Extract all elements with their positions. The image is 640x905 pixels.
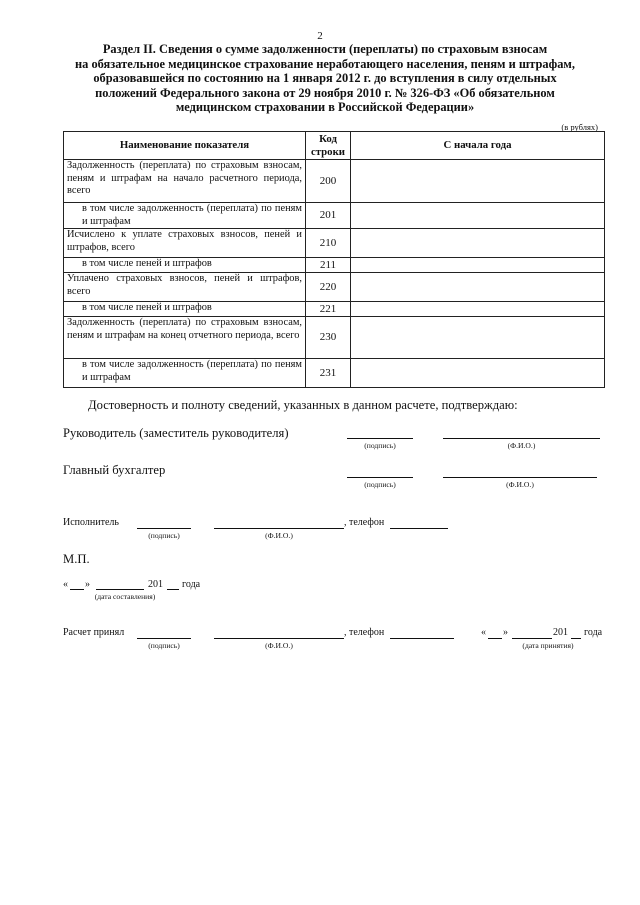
accountant-label: Главный бухгалтер	[63, 463, 166, 477]
title-line: Раздел II. Сведения о сумме задолженности (переплаты) по страховым взносам	[102, 42, 548, 56]
title-line: образовавшейся по состоянию на 1 января 2012 г. до вступления в силу отдельных	[93, 71, 557, 86]
row-name: Уплачено страховых взносов, пеней и штрафов, всего	[64, 273, 306, 302]
row-code: 231	[306, 359, 351, 388]
row-name: в том числе задолженность (переплата) по пеням и штрафам	[64, 359, 306, 388]
row-value-cell[interactable]	[351, 229, 605, 258]
compile-date-caption: (дата составления)	[94, 592, 156, 601]
accept-year-line[interactable]	[571, 638, 581, 639]
row-name: Задолженность (переплата) по страховым взносам, пеням и штрафам на начало расчетного периода, всего	[64, 160, 306, 203]
name-caption: (Ф.И.О.)	[265, 641, 293, 650]
phone-label: , телефон	[344, 517, 385, 528]
row-code: 221	[306, 302, 351, 317]
signature-caption: (подпись)	[364, 441, 396, 450]
row-value-cell[interactable]	[351, 273, 605, 302]
row-code: 210	[306, 229, 351, 258]
row-name: в том числе пеней и штрафов	[64, 258, 306, 273]
section-title	[60, 42, 590, 115]
row-code: 220	[306, 273, 351, 302]
table-row	[64, 317, 605, 359]
page-number: 2	[317, 30, 323, 42]
compile-year-suffix: года	[182, 579, 201, 590]
executor-signature-line[interactable]	[137, 528, 191, 529]
row-value-cell[interactable]	[351, 258, 605, 273]
compile-month-line[interactable]	[96, 589, 144, 590]
row-code: 230	[306, 317, 351, 359]
row-name: Исчислено к уплате страховых взносов, пеней и штрафов, всего	[64, 229, 306, 258]
accept-year-suffix: года	[584, 627, 603, 638]
executor-phone-line[interactable]	[390, 528, 448, 529]
accept-date-caption: (дата принятия)	[522, 641, 574, 650]
units-note: (в рублях)	[561, 122, 598, 132]
compile-date-open-quote: «	[63, 579, 68, 590]
title-line: на обязательное медицинское страхование неработающего населения, пеням и штрафам,	[75, 56, 575, 71]
accepted-phone-line[interactable]	[390, 638, 454, 639]
executor-name-line[interactable]	[214, 528, 344, 529]
header-name: Наименование показателя	[64, 132, 306, 160]
accountant-name-line[interactable]	[443, 477, 597, 478]
compile-date-close-quote: »	[85, 579, 90, 590]
accepted-signature-line[interactable]	[137, 638, 191, 639]
signature-caption: (подпись)	[148, 531, 180, 540]
debt-table	[63, 131, 605, 388]
header-code: Код строки	[306, 132, 351, 160]
table-row	[64, 302, 605, 317]
attestation-text: Достоверность и полноту сведений, указанных в данном расчете, подтверждаю:	[88, 398, 518, 412]
accepted-label: Расчет принял	[63, 627, 125, 638]
head-label: Руководитель (заместитель руководителя)	[63, 426, 289, 440]
accept-day-line[interactable]	[488, 638, 502, 639]
row-value-cell[interactable]	[351, 359, 605, 388]
row-code: 200	[306, 160, 351, 203]
stamp-label: М.П.	[63, 552, 90, 566]
accept-year-prefix: 201	[553, 627, 568, 638]
signature-caption: (подпись)	[364, 480, 396, 489]
head-signature-line[interactable]	[347, 438, 413, 439]
compile-year-line[interactable]	[167, 589, 179, 590]
executor-label: Исполнитель	[63, 517, 119, 528]
table-row	[64, 273, 605, 302]
accept-month-line[interactable]	[512, 638, 552, 639]
name-caption: (Ф.И.О.)	[506, 480, 534, 489]
row-code: 211	[306, 258, 351, 273]
table-row	[64, 229, 605, 258]
row-value-cell[interactable]	[351, 317, 605, 359]
row-name: Задолженность (переплата) по страховым взносам, пеням и штрафам на конец отчетного периода, всего	[64, 317, 306, 359]
name-caption: (Ф.И.О.)	[265, 531, 293, 540]
name-caption: (Ф.И.О.)	[507, 441, 536, 450]
accountant-signature-line[interactable]	[347, 477, 413, 478]
table-row	[64, 160, 605, 203]
accept-date-close-quote: »	[503, 627, 508, 638]
table-row	[64, 203, 605, 229]
row-value-cell[interactable]	[351, 302, 605, 317]
row-code: 201	[306, 203, 351, 229]
accept-date-open-quote: «	[481, 627, 486, 638]
row-name: в том числе задолженность (переплата) по пеням и штрафам	[64, 203, 306, 229]
title-line: медицинском страховании в Российской Федерации»	[175, 100, 475, 115]
row-name: в том числе пеней и штрафов	[64, 302, 306, 317]
table-row	[64, 359, 605, 388]
header-value: С начала года	[351, 132, 605, 160]
table-row	[64, 258, 605, 273]
row-value-cell[interactable]	[351, 203, 605, 229]
compile-day-line[interactable]	[70, 589, 84, 590]
title-line: положений Федерального закона от 29 ноября 2010 г. № 326-ФЗ «Об обязательном	[95, 85, 555, 100]
head-name-line[interactable]	[443, 438, 600, 439]
signature-caption: (подпись)	[148, 641, 180, 650]
row-value-cell[interactable]	[351, 160, 605, 203]
table-header-row	[64, 132, 605, 160]
compile-year-prefix: 201	[148, 579, 163, 590]
accepted-name-line[interactable]	[214, 638, 344, 639]
phone-label: , телефон	[344, 627, 385, 638]
